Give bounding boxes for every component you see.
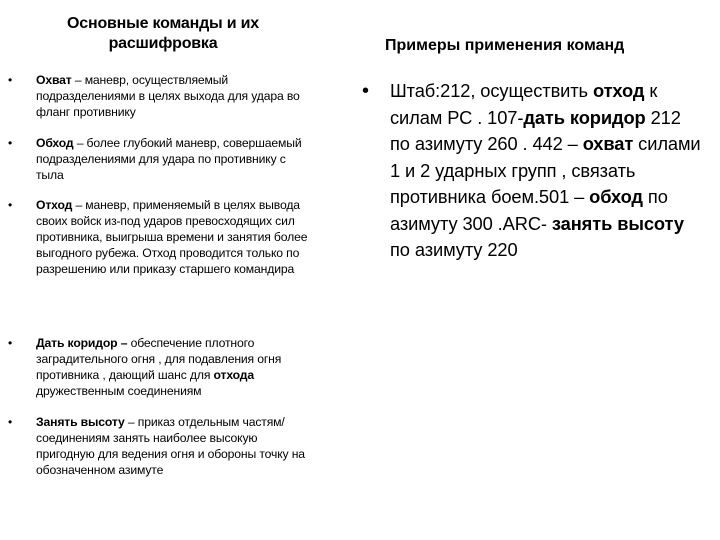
definition-item-zanyat-vysotu [8, 414, 312, 478]
definition-text: – маневр, осуществляемый подразделениями в целях выхода для удара во фланг противнику [36, 73, 300, 119]
bullet-icon: • [8, 73, 13, 87]
example-text [390, 78, 704, 264]
definition-text: – более глубокий маневр, совершаемый подразделениями для удара по противнику с тыла [36, 136, 302, 182]
definition-text: – приказ отдельным частям/соединениям занять наиболее высокую пригодную для ведения огня и обороны точку на обозначенном азимуте [36, 415, 305, 477]
example-command: занять высоту [551, 212, 684, 234]
definition-item-dat-koridor [8, 335, 312, 399]
left-title-line-1: Основные команды и их [67, 15, 259, 32]
command-examples [362, 78, 704, 264]
example-segment: к силам РС . 107- [390, 80, 658, 128]
definition-term: Дать коридор – [36, 336, 128, 350]
example-command: обход [589, 186, 643, 207]
example-command: отход [592, 80, 645, 101]
definition-term: Охват [36, 73, 72, 87]
definition-item-okhvat [8, 72, 312, 120]
bullet-icon: • [362, 80, 369, 102]
bullet-icon: • [8, 336, 13, 350]
definition-text-tail: дружественным соединениям [36, 384, 202, 398]
example-segment: Штаб:212, осуществить [390, 80, 593, 101]
definition-item-otkhod [8, 197, 312, 277]
bullet-icon: • [8, 198, 13, 212]
definition-text: – маневр, применяемый в целях вывода своих войск из-под ударов превосходящих сил противника, выигрыша времени и занятия более выгодного рубежа. Отход проводится только по разрешению или приказу старшего командира [36, 198, 308, 276]
bullet-icon: • [8, 136, 13, 150]
example-segment: по азимуту 220 [390, 239, 518, 260]
definition-item-obkhod [8, 135, 312, 183]
example-segment: 212 по азимуту 260 . 442 – [390, 106, 681, 154]
example-segment: силами 1 и 2 ударных групп , связать противника боем.501 – [390, 133, 701, 207]
definition-term: Занять высоту [36, 415, 125, 429]
definition-term: Обход [36, 136, 74, 150]
right-column-title: Примеры применения команд [385, 37, 625, 54]
bullet-icon: • [8, 415, 13, 429]
example-command: дать коридор [523, 106, 646, 128]
definition-term: Отход [36, 198, 73, 212]
definition-text: обеспечение плотного заградительного огня , для подавления огня противника , дающий шанс для [36, 336, 282, 382]
definition-term-inline: отхода [213, 368, 254, 382]
example-command: охват [582, 133, 634, 154]
left-column-title [38, 14, 288, 54]
example-segment: по азимуту 300 .ARC- [390, 186, 668, 234]
left-title-line-2: расшифровка [108, 35, 218, 52]
